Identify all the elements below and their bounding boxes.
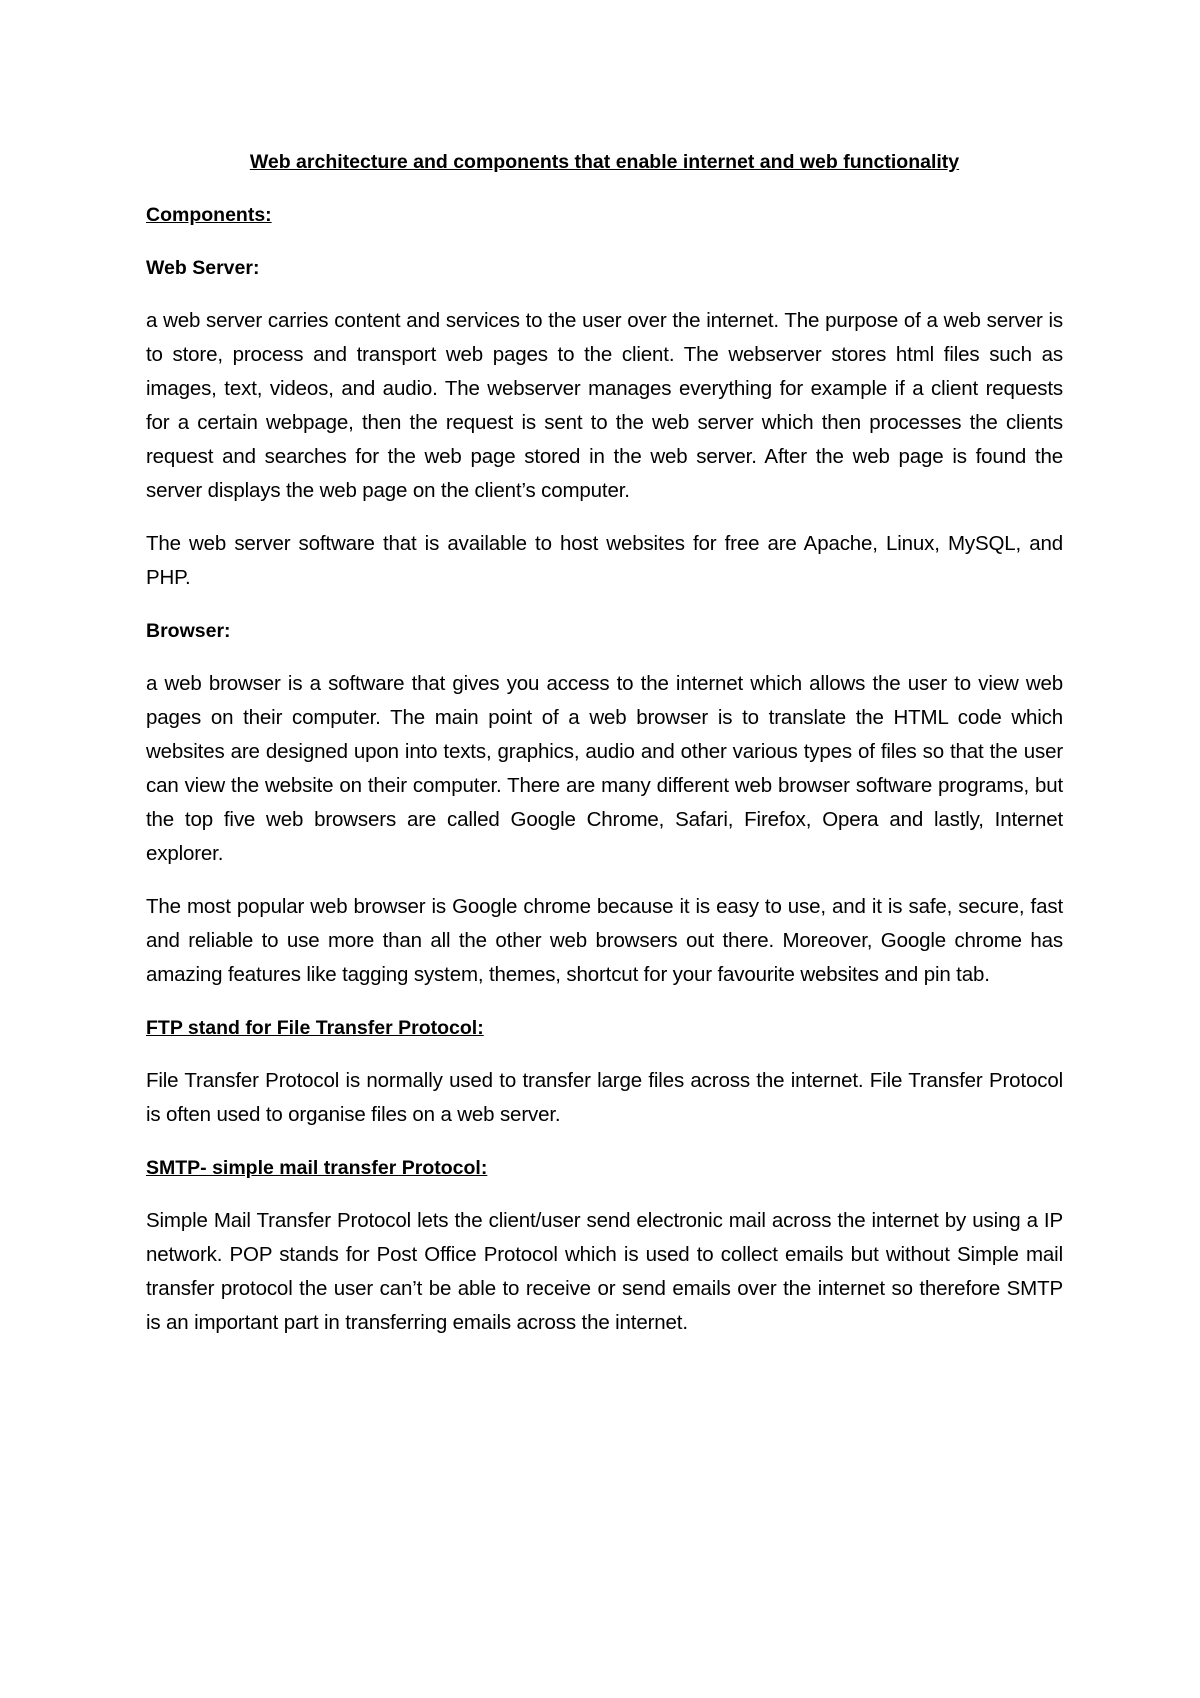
web-server-heading: Web Server: xyxy=(146,257,260,279)
browser-paragraph-1: a web browser is a software that gives you access to the internet which allows the user to view web pages on their computer. The main point of a web browser is to translate the HTML code which websites are designed upon into texts, graphics, audio and other various types of files so that the user can view the website on their computer. There are many different web browser software programs, but the top five web browsers are called Google Chrome, Safari, Firefox, Opera and lastly, Internet explorer. xyxy=(146,672,1063,865)
browser-heading: Browser: xyxy=(146,620,231,642)
ftp-paragraph-1: File Transfer Protocol is normally used to transfer large files across the internet. File Transfer Protocol is often used to organise files on a web server. xyxy=(146,1069,1063,1126)
smtp-paragraph-1: Simple Mail Transfer Protocol lets the client/user send electronic mail across the internet by using a IP network. POP stands for Post Office Protocol which is used to collect emails but without Simple mail transfer protocol the user can’t be able to receive or send emails over the internet so therefore SMTP is an important part in transferring emails across the internet. xyxy=(146,1209,1063,1334)
ftp-heading: FTP stand for File Transfer Protocol: xyxy=(146,1017,484,1039)
web-server-paragraph-2: The web server software that is available to host websites for free are Apache, Linux, MySQL, and PHP. xyxy=(146,532,1063,589)
components-heading: Components: xyxy=(146,204,272,226)
smtp-heading: SMTP- simple mail transfer Protocol: xyxy=(146,1157,488,1179)
browser-paragraph-2: The most popular web browser is Google chrome because it is easy to use, and it is safe, secure, fast and reliable to use more than all the other web browsers out there. Moreover, Google chrome has amazing features like tagging system, themes, shortcut for your favourite websites and pin tab. xyxy=(146,895,1063,986)
document-title: Web architecture and components that enable internet and web functionality xyxy=(249,151,960,173)
document-page xyxy=(146,145,1063,1359)
web-server-paragraph-1: a web server carries content and services to the user over the internet. The purpose of a web server is to store, process and transport web pages to the client. The webserver stores html files such as images, text, videos, and audio. The webserver manages everything for example if a client requests for a certain webpage, then the request is sent to the web server which then processes the clients request and searches for the web page stored in the web server. After the web page is found the server displays the web page on the client’s computer. xyxy=(146,309,1063,502)
